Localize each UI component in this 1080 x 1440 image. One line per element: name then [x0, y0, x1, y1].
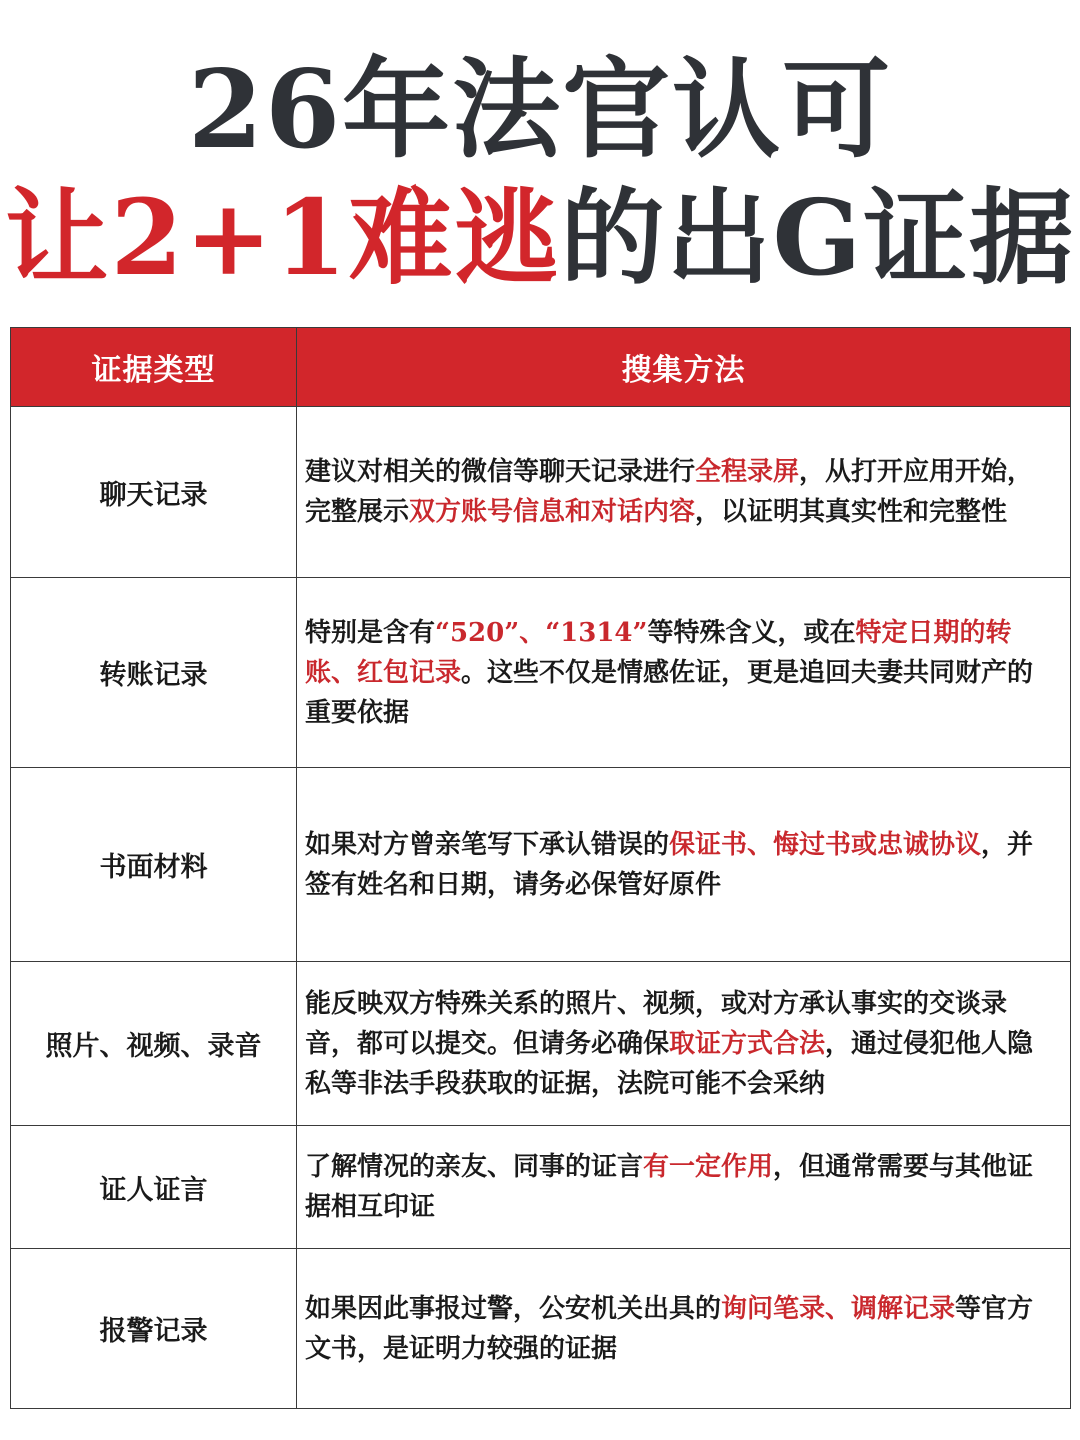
- method-highlight: 全程录屏: [695, 457, 800, 487]
- method-highlight: 有一定作用: [643, 1152, 774, 1182]
- method-text: ，从打开应用开始，完整展示: [305, 457, 1034, 527]
- table-row: [11, 962, 1071, 1126]
- method-text: 建议对相关的微信等聊天记录进行: [305, 457, 696, 487]
- title-line-2-highlight: 让2+1难逃: [4, 176, 561, 299]
- evidence-type-cell: 聊天记录: [11, 407, 297, 578]
- table-row: [11, 578, 1071, 768]
- title-line-2-rest: 的出G证据: [560, 176, 1076, 299]
- method-text: 等官方文书，是证明力较强的证据: [305, 1293, 1034, 1364]
- method-cell: [297, 578, 1071, 768]
- method-cell: [297, 962, 1071, 1126]
- method-text: 如果因此事报过警，公安机关出具的: [305, 1293, 722, 1324]
- table-row: [11, 1249, 1071, 1409]
- method-highlight: 双方账号信息和对话内容: [409, 497, 696, 527]
- method-text: ，以证明其真实性和完整性: [695, 497, 1008, 527]
- title-line-2: [0, 178, 1080, 298]
- method-text: 等特殊含义，或在: [647, 617, 856, 648]
- table-row: [11, 1126, 1071, 1249]
- method-text: ，并签有姓名和日期，请务必保管好原件: [305, 829, 1034, 900]
- method-text: 如果对方曾亲笔写下承认错误的: [305, 829, 670, 860]
- method-text: 了解情况的亲友、同事的证言: [305, 1152, 644, 1182]
- method-cell: [297, 1126, 1071, 1249]
- method-highlight: 保证书、悔过书或忠诚协议: [669, 829, 982, 860]
- table-row: [11, 407, 1071, 578]
- header-evidence-type: 证据类型: [11, 328, 297, 407]
- method-text: 特别是含有: [305, 617, 436, 648]
- method-text: ，但通常需要与其他证据相互印证: [305, 1152, 1034, 1222]
- evidence-type-cell: 报警记录: [11, 1249, 297, 1409]
- table-header-row: [11, 328, 1071, 407]
- method-text: 能反映双方特殊关系的照片、视频，或对方承认事实的交谈录音，都可以提交。但请务必确保: [305, 988, 1008, 1059]
- method-highlight: “520”、“1314”: [435, 617, 648, 648]
- page-title: [0, 0, 1080, 325]
- method-cell: [297, 768, 1071, 962]
- method-text: 。这些不仅是情感佐证，更是追回夫妻共同财产的重要依据: [305, 657, 1034, 728]
- evidence-type-cell: 证人证言: [11, 1126, 297, 1249]
- method-highlight: 特定日期的转账、红包记录: [305, 617, 1012, 688]
- evidence-type-cell: 照片、视频、录音: [11, 962, 297, 1126]
- table-row: [11, 768, 1071, 962]
- method-highlight: 取证方式合法: [669, 1028, 826, 1059]
- evidence-table: [10, 327, 1071, 1409]
- method-highlight: 询问笔录、调解记录: [721, 1293, 956, 1324]
- title-line-1: 26年法官认可: [187, 47, 893, 173]
- method-cell: [297, 1249, 1071, 1409]
- evidence-type-cell: 书面材料: [11, 768, 297, 962]
- evidence-type-cell: 转账记录: [11, 578, 297, 768]
- method-cell: [297, 407, 1071, 578]
- method-text: ，通过侵犯他人隐私等非法手段获取的证据，法院可能不会采纳: [305, 1028, 1034, 1099]
- header-collection-method: 搜集方法: [297, 328, 1071, 407]
